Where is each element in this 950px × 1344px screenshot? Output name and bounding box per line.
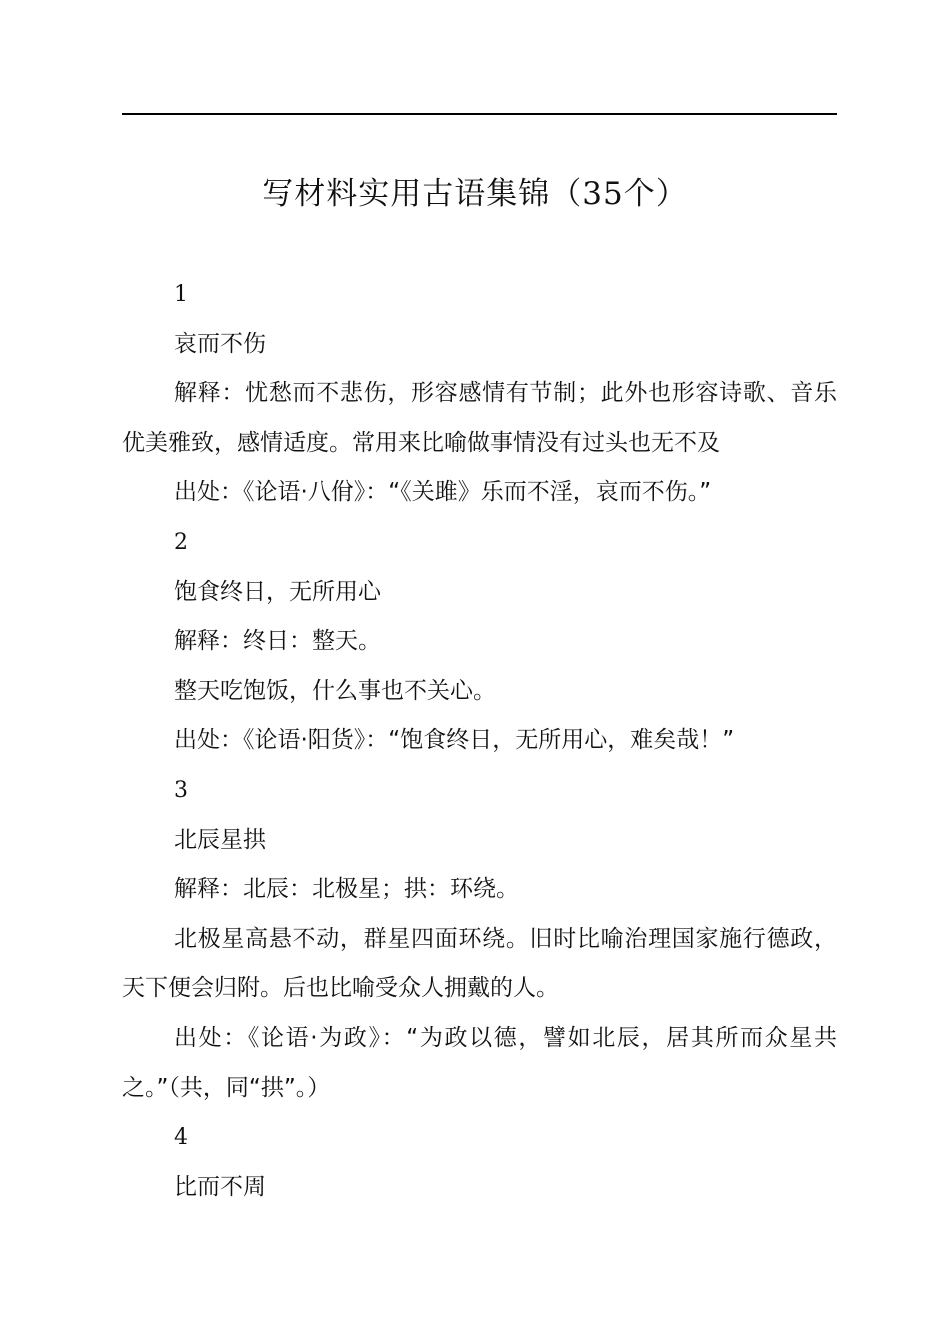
document-title: 写材料实用古语集锦（35个）: [262, 176, 688, 212]
entry-meaning: 整天吃饱饭，什么事也不关心。: [174, 677, 496, 704]
document-body: [122, 270, 837, 1212]
entry-phrase: 饱食终日，无所用心: [174, 578, 381, 605]
entry-explanation: 解释：忧愁而不悲伤，形容感情有节制；此外也形容诗歌、音乐优美雅致，感情适度。常用来比喻做事情没有过头也无不及: [122, 380, 837, 456]
entry-source: 出处：《论语·八佾》：“《关雎》乐而不淫，哀而不伤。”: [174, 479, 712, 506]
entry-source: 出处：《论语·阳货》：“饱食终日，无所用心，难矣哉！”: [174, 727, 735, 754]
entry-phrase: 北辰星拱: [174, 826, 266, 853]
entry-number: 4: [174, 1125, 188, 1151]
entry-phrase: 比而不周: [174, 1173, 266, 1200]
entry-explanation: 解释：终日：整天。: [174, 628, 381, 655]
entry-number: 3: [174, 777, 188, 803]
entry-number: 1: [174, 282, 188, 307]
entry-phrase: 哀而不伤: [174, 330, 266, 357]
entry-number: 2: [174, 529, 188, 555]
entry-meaning: 北极星高悬不动，群星四面环绕。旧时比喻治理国家施行德政，天下便会归附。后也比喻受众人拥戴的人。: [122, 925, 837, 1002]
entry-explanation: 解释：北辰：北极星；拱：环绕。: [174, 876, 519, 903]
entry-source: 出处：《论语·为政》：“为政以德，譬如北辰，居其所而众星共之。”（共，同“拱”。）: [122, 1024, 837, 1101]
header-rule: [122, 113, 837, 115]
